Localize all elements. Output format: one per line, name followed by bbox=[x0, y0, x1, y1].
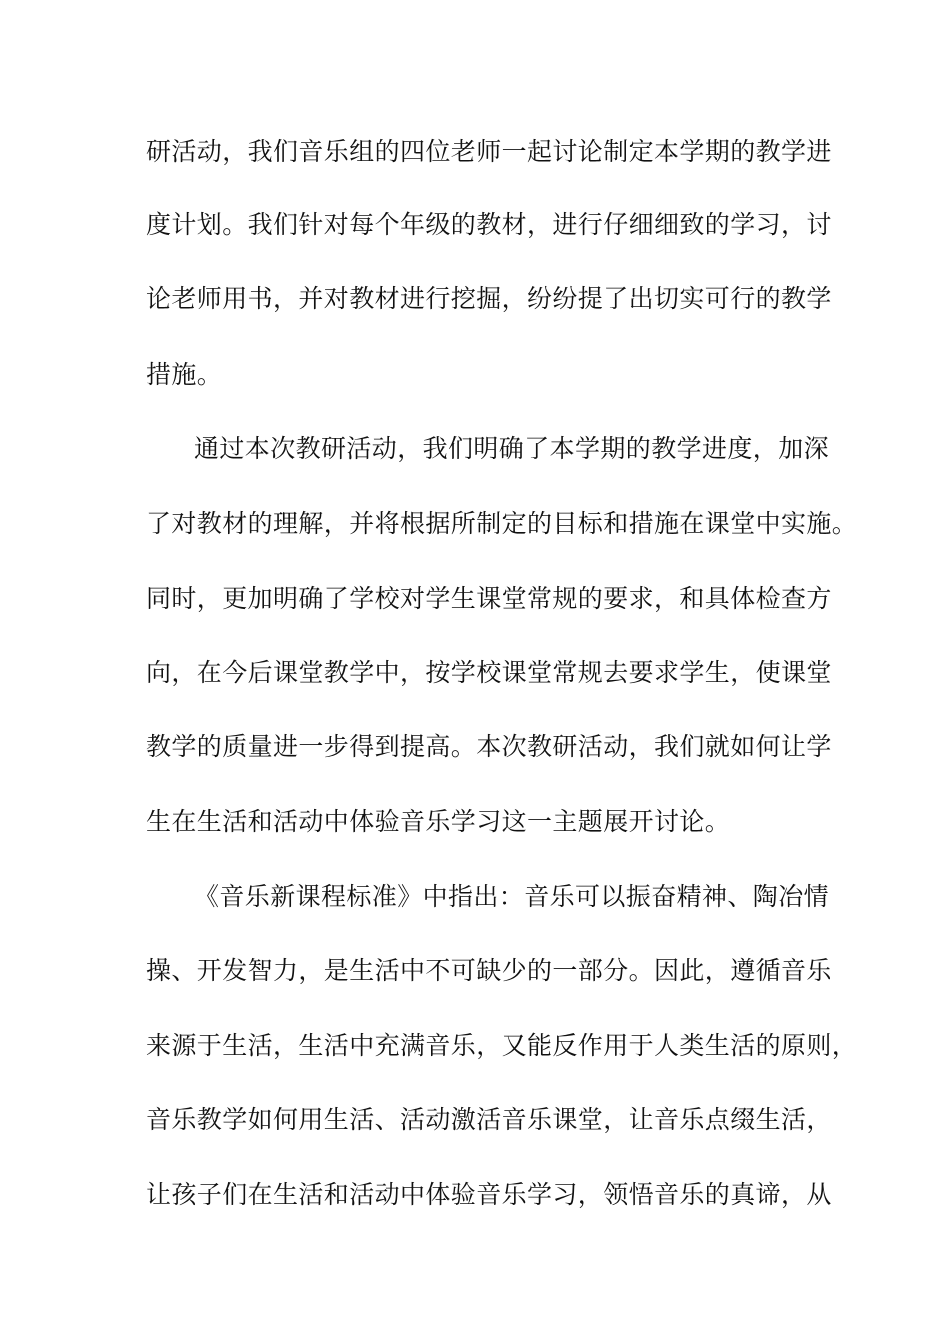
paragraph-1-line-4: 措施。 bbox=[146, 360, 223, 389]
paragraph-3-line-2: 操、开发智力，是生活中不可缺少的一部分。因此，遵循音乐 bbox=[146, 956, 832, 985]
paragraph-3-line-3: 来源于生活，生活中充满音乐，又能反作用于人类生活的原则， bbox=[146, 1031, 858, 1060]
paragraph-3-line-4: 音乐教学如何用生活、活动激活音乐课堂，让音乐点缀生活， bbox=[146, 1105, 832, 1134]
paragraph-2-line-6: 生在生活和活动中体验音乐学习这一主题展开讨论。 bbox=[146, 807, 731, 836]
paragraph-2-line-5: 教学的质量进一步得到提高。本次教研活动，我们就如何让学 bbox=[146, 732, 832, 761]
paragraph-2-line-1: 通过本次教研活动，我们明确了本学期的教学进度，加深 bbox=[194, 434, 830, 463]
paragraph-1-line-3: 论老师用书，并对教材进行挖掘，纷纷提了出切实可行的教学 bbox=[146, 284, 832, 313]
paragraph-2-line-2: 了对教材的理解，并将根据所制定的目标和措施在课堂中实施。 bbox=[146, 509, 858, 538]
paragraph-3-line-5: 让孩子们在生活和活动中体验音乐学习，领悟音乐的真谛，从 bbox=[146, 1180, 832, 1209]
paragraph-2-line-4: 向，在今后课堂教学中，按学校课堂常规去要求学生，使课堂 bbox=[146, 658, 832, 687]
paragraph-2-line-3: 同时，更加明确了学校对学生课堂常规的要求，和具体检查方 bbox=[146, 584, 832, 613]
paragraph-3-line-1: 《音乐新课程标准》中指出：音乐可以振奋精神、陶冶情 bbox=[194, 882, 830, 911]
paragraph-1-line-2: 度计划。我们针对每个年级的教材，进行仔细细致的学习，讨 bbox=[146, 210, 832, 239]
paragraph-1-line-1: 研活动，我们音乐组的四位老师一起讨论制定本学期的教学进 bbox=[146, 137, 832, 166]
